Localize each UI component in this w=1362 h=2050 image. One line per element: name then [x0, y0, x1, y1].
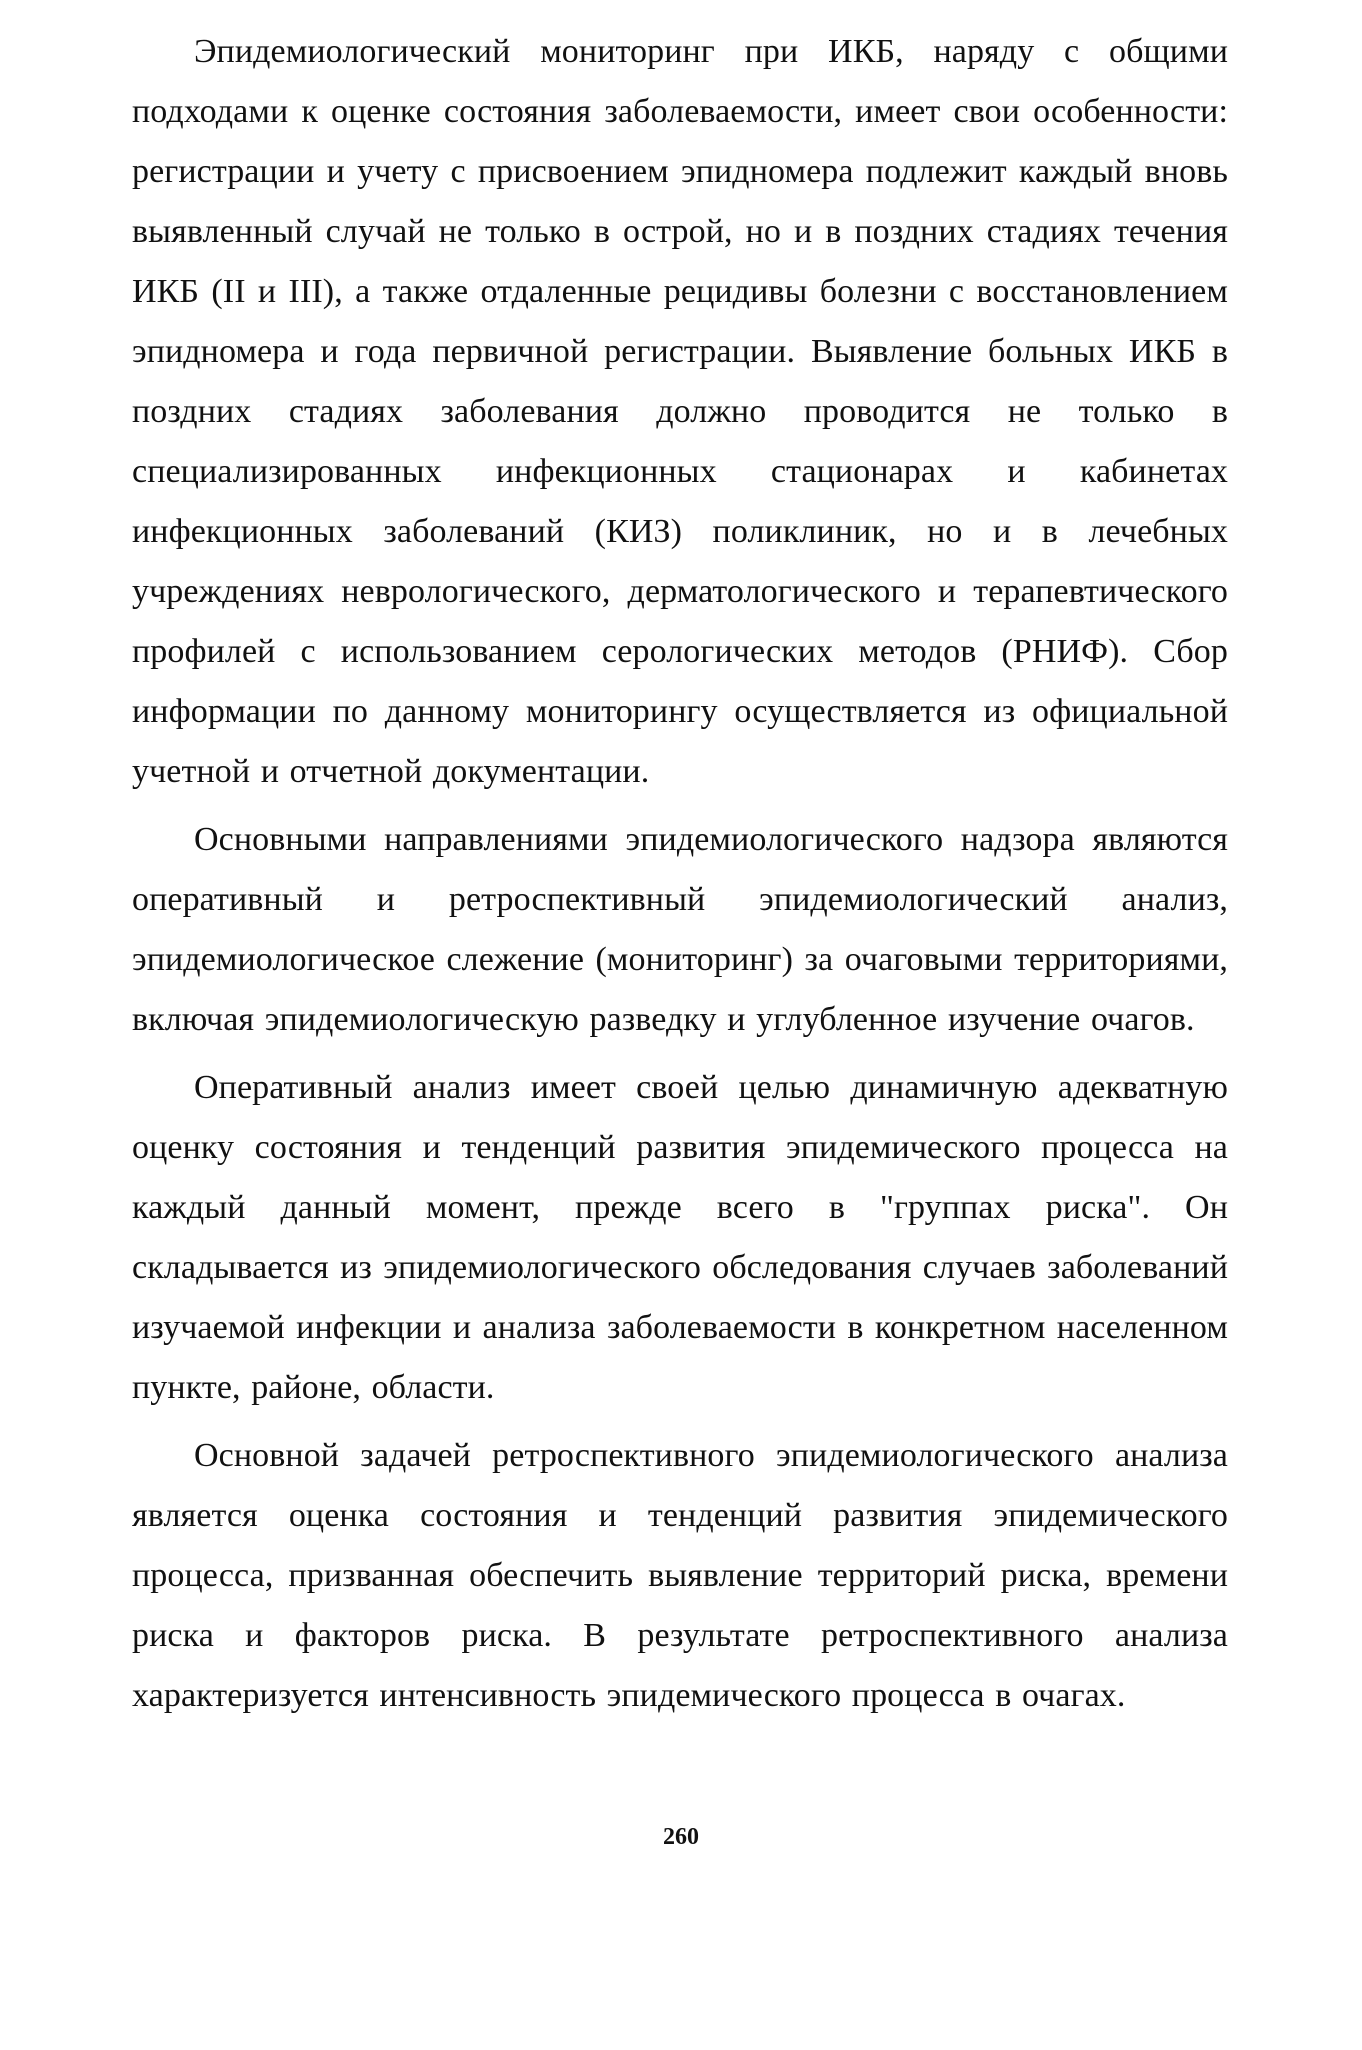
body-text	[132, 22, 1228, 1734]
paragraph-epidemiological-monitoring: Эпидемиологический мониторинг при ИКБ, наряду с общими подходами к оценке состояния заболеваемости, имеет свои особенности: регистрации и учету с присвоением эпидномера подлежит каждый вновь выявленный случай не только в острой, но и в поздних стадиях течения ИКБ (II и III), а также отдаленные рецидивы болезни с восстановлением эпидномера и года первичной регистрации. Выявление больных ИКБ в поздних стадиях заболевания должно проводится не только в специализированных инфекционных стационарах и кабинетах инфекционных заболеваний (КИЗ) поликлиник, но и в лечебных учреждениях неврологического, дерматологического и терапевтического профилей с использованием серологических методов (РНИФ). Сбор информации по данному мониторингу осуществляется из официальной учетной и отчетной документации.	[132, 33, 1228, 790]
paragraph-operational-analysis: Оперативный анализ имеет своей целью динамичную адекватную оценку состояния и тенденций развития эпидемического процесса на каждый данный момент, прежде всего в "группах риска". Он складывается из эпидемиологического обследования случаев заболеваний изучаемой инфекции и анализа заболеваемости в конкретном населенном пункте, районе, области.	[132, 1069, 1228, 1406]
paragraph-retrospective-analysis: Основной задачей ретроспективного эпидемиологического анализа является оценка состояния и тенденций развития эпидемического процесса, призванная обеспечить выявление территорий риска, времени риска и факторов риска. В результате ретроспективного анализа характеризуется интенсивность эпидемического процесса в очагах.	[132, 1437, 1228, 1714]
paragraph-surveillance-directions: Основными направлениями эпидемиологического надзора являются оперативный и ретроспективный эпидемиологический анализ, эпидемиологическое слежение (мониторинг) за очаговыми территориями, включая эпидемиологическую разведку и углубленное изучение очагов.	[132, 821, 1228, 1038]
page-number: 260	[663, 1824, 699, 1850]
